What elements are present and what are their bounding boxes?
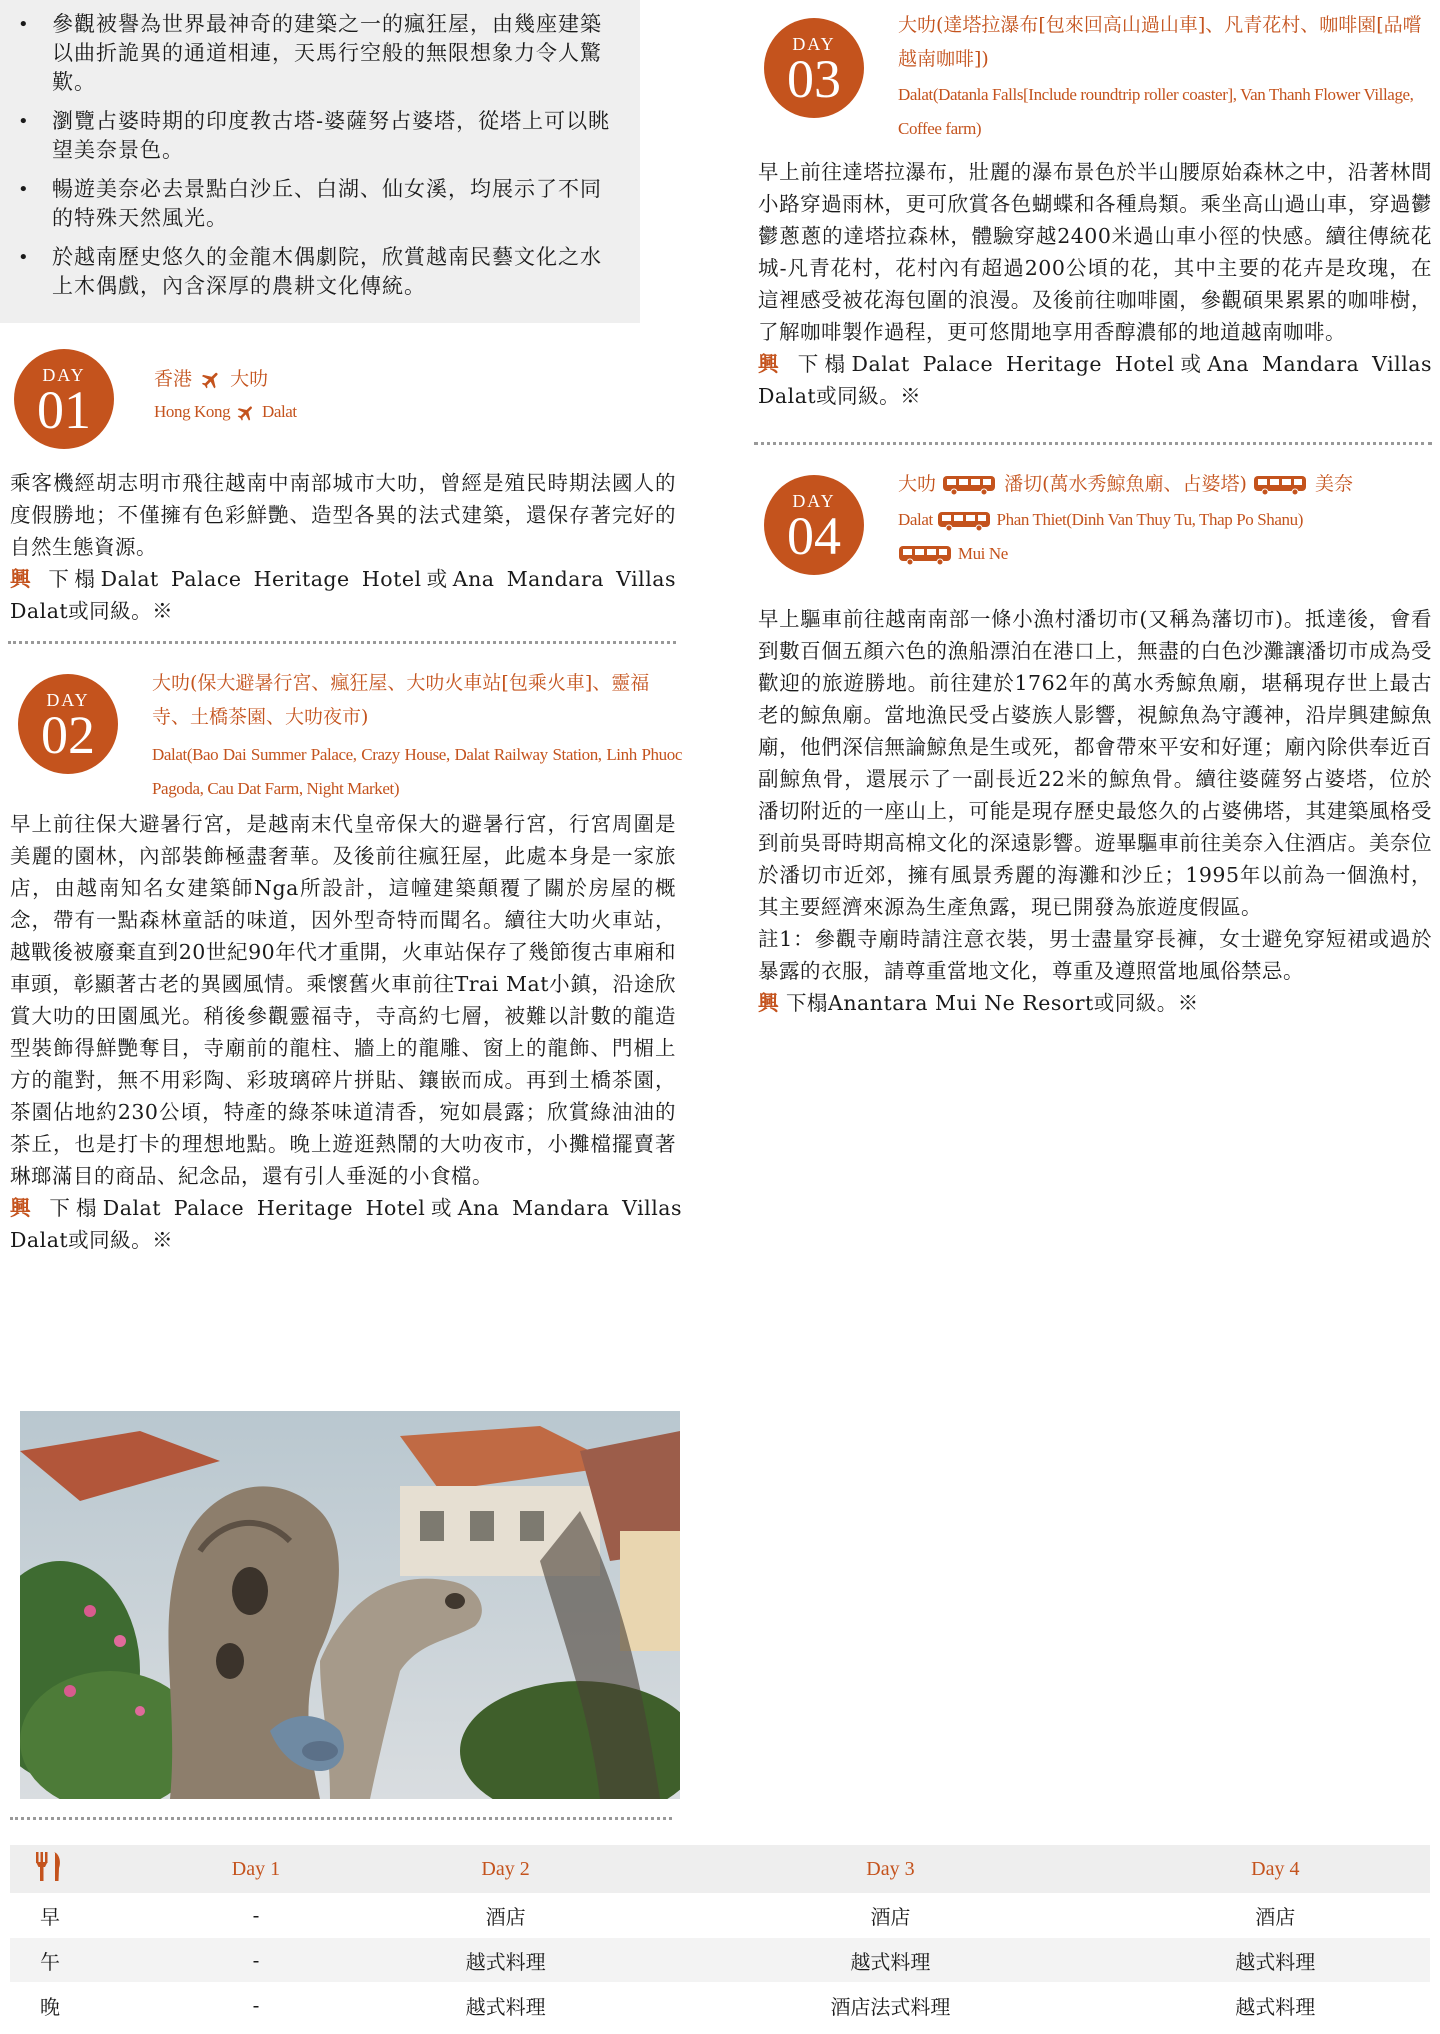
meal-cell: 越式料理 — [660, 1938, 1120, 1983]
meals-row-dinner — [10, 1983, 1430, 2028]
meal-cell: - — [161, 1938, 351, 1983]
bus-icon — [898, 544, 954, 566]
hotel-icon: 興 — [758, 352, 785, 376]
hotel-icon: 興 — [10, 1196, 37, 1220]
route-zh-to: 大叻 — [230, 368, 269, 390]
route-en-to: Dalat — [261, 402, 297, 421]
meal-label: 午 — [10, 1938, 161, 1983]
day-04-description: 早上驅車前往越南南部一條小漁村潘切市(又稱為藩切市)。抵達後，會看到數百個五顏六色的漁船漂泊在港口上，無盡的白色沙灘讓潘切市成為受歡迎的旅遊勝地。前往建於1762年的萬水秀鯨魚廟，堪稱現存世上最古老的鯨魚廟。當地漁民受占婆族人影響，視鯨魚為守護神，沿岸興建鯨魚廟，他們深信無論鯨魚是生或死，都會帶來平安和好運；廟內除供奉近百副鯨魚骨，還展示了一副長近22米的鯨魚骨。續往婆薩努占婆塔，位於潘切附近的一座山上，可能是現存歷史最悠久的占婆佛塔，其建築風格受到前吳哥時期高棉文化的深遠影響。遊畢驅車前往美奈入住酒店。美奈位於潘切市近郊，擁有風景秀麗的海灘和沙丘；1995年以前為一個漁村，其主要經濟來源為生產魚露，現已開發為旅遊度假區。 — [758, 607, 1432, 919]
utensils-icon — [32, 1849, 66, 1883]
meal-label: 早 — [10, 1893, 161, 1938]
hotel-text: 下榻Anantara Mui Ne Resort或同級。※ — [786, 991, 1199, 1015]
crazy-house-illustration — [20, 1411, 680, 1799]
day-badge-label: DAY — [46, 690, 90, 710]
left-column — [0, 0, 690, 1256]
meal-cell: 酒店 — [660, 1893, 1120, 1938]
day-01-hotel — [0, 563, 690, 627]
route-en: Dalat(Bao Dai Summer Palace, Crazy House, Dalat Railway Station, Linh Phuoc Pagoda, Cau Dat Farm, Night Market) — [152, 745, 682, 798]
day-route — [154, 363, 297, 429]
meals-row-lunch — [10, 1938, 1430, 1983]
plane-icon — [234, 403, 258, 423]
meals-header-day3: Day 3 — [660, 1845, 1120, 1893]
day-04-header — [754, 467, 1440, 597]
route-zh: 大叻(達塔拉瀑布[包來回高山過山車]、凡青花村、咖啡園[品嚐越南咖啡]) — [898, 14, 1422, 70]
day-badge — [764, 475, 864, 575]
day-02-header — [0, 666, 690, 808]
meals-header-row — [10, 1845, 1430, 1893]
meal-label: 晚 — [10, 1983, 161, 2028]
day-route — [898, 8, 1428, 146]
day-03-header — [754, 0, 1440, 152]
highlight-item: • 暢遊美奈必去景點白沙丘、白湖、仙女溪，均展示了不同的特殊天然風光。 — [52, 175, 620, 233]
meals-table — [10, 1845, 1430, 2028]
day-badge-label: DAY — [792, 34, 836, 54]
route-en-from: Hong Kong — [154, 402, 231, 421]
meal-cell: 酒店法式料理 — [660, 1983, 1120, 2028]
crazy-house-photo — [20, 1411, 680, 1799]
route-zh — [898, 467, 1438, 501]
divider — [10, 1817, 672, 1820]
route-en: Dalat(Datanla Falls[Include roundtrip roller coaster], Van Thanh Flower Village, Coffee farm) — [898, 85, 1414, 138]
day-02-hotel — [0, 1192, 690, 1256]
day-01-header — [0, 349, 690, 469]
day-badge — [18, 674, 118, 774]
meal-cell: 越式料理 — [351, 1938, 660, 1983]
day-badge-number: 03 — [787, 49, 841, 109]
hotel-icon: 興 — [758, 991, 779, 1015]
day-03-hotel — [754, 348, 1440, 412]
route-en — [898, 503, 1438, 571]
bus-icon — [942, 474, 998, 496]
route-en-via: Phan Thiet(Dinh Van Thuy Tu, Thap Po Shanu) — [996, 510, 1304, 529]
divider — [754, 442, 1432, 445]
day-02-description: 早上前往保大避暑行宮，是越南末代皇帝保大的避暑行宮，行宮周圍是美麗的園林，內部裝飾極盡奢華。及後前往瘋狂屋，此處本身是一家旅店，由越南知名女建築師Nga所設計，這幢建築顛覆了關於房屋的概念，帶有一點森林童話的味道，因外型奇特而聞名。續往大叻火車站，越戰後被廢棄直到20世紀90年代才重開，火車站保存了幾節復古車廂和車頭，彰顯著古老的異國風情。乘懷舊火車前往Trai Mat小鎮，沿途欣賞大叻的田園風光。稍後參觀靈福寺，寺高約七層，被難以計數的龍造型裝飾得鮮艷奪目，寺廟前的龍柱、牆上的龍雕、窗上的龍飾、門楣上方的龍對，無不用彩陶、彩玻璃碎片拼貼、鑲嵌而成。再到土橋茶園，茶園佔地約230公頃，特產的綠茶味道清香，宛如晨露；欣賞綠油油的茶丘，也是打卡的理想地點。晚上遊逛熱鬧的大叻夜市，小攤檔擺賣著琳瑯滿目的商品、紀念品，還有引人垂涎的小食檔。 — [10, 812, 676, 1188]
meal-cell: 酒店 — [351, 1893, 660, 1938]
highlights-panel — [0, 0, 640, 323]
highlight-item: • 參觀被譽為世界最神奇的建築之一的瘋狂屋，由幾座建築以曲折詭異的通道相連，天馬行空般的無限想象力令人驚歎。 — [52, 10, 620, 97]
highlights-list — [12, 10, 620, 301]
meal-cell: 越式料理 — [1121, 1983, 1430, 2028]
day-badge-number: 01 — [37, 380, 91, 440]
route-zh: 大叻(保大避暑行宮、瘋狂屋、大叻火車站[包乘火車]、靈福寺、土橋茶園、大叻夜市) — [152, 672, 650, 728]
route-zh-from: 大叻 — [898, 473, 937, 495]
day-badge-label: DAY — [42, 365, 86, 385]
day-route — [152, 666, 682, 806]
hotel-icon: 興 — [10, 567, 37, 591]
highlight-item: • 瀏覽占婆時期的印度教古塔-婆薩努占婆塔，從塔上可以眺望美奈景色。 — [52, 107, 620, 165]
day-badge-number: 02 — [41, 705, 95, 765]
meal-cell: 酒店 — [1121, 1893, 1430, 1938]
bus-icon — [937, 510, 993, 532]
day-03-description: 早上前往達塔拉瀑布，壯麗的瀑布景色於半山腰原始森林之中，沿著林間小路穿過雨林，更可欣賞各色蝴蝶和各種鳥類。乘坐高山過山車，穿過鬱鬱蔥蔥的達塔拉森林，體驗穿越2400米過山車小徑的快感。續往傳統花城-凡青花村，花村內有超過200公頃的花，其中主要的花卉是玫瑰，在這裡感受被花海包圍的浪漫。及後前往咖啡園，參觀碩果累累的咖啡樹，了解咖啡製作過程，更可悠閒地享用香醇濃郁的地道越南咖啡。 — [758, 160, 1432, 344]
day-01-description: 乘客機經胡志明市飛往越南中南部城市大叻，曾經是殖民時期法國人的度假勝地；不僅擁有色彩鮮艷、造型各異的法式建築，還保存著完好的自然生態資源。 — [10, 471, 676, 559]
day-04-note: 註1：參觀寺廟時請注意衣裝，男士盡量穿長褲，女士避免穿短裙或過於暴露的衣服，請尊重當地文化，尊重及遵照當地風俗禁忌。 — [758, 927, 1432, 983]
meal-cell: - — [161, 1983, 351, 2028]
divider — [8, 641, 676, 644]
day-badge-label: DAY — [792, 491, 836, 511]
route-zh-via: 潘切(萬水秀鯨魚廟、占婆塔) — [1004, 473, 1247, 495]
meals-header-day2: Day 2 — [351, 1845, 660, 1893]
day-badge — [14, 349, 114, 449]
route-en-from: Dalat — [898, 510, 933, 529]
route-zh-from: 香港 — [154, 368, 193, 390]
route-zh — [154, 363, 297, 395]
bus-icon — [1253, 474, 1309, 496]
meal-cell: - — [161, 1893, 351, 1938]
hotel-text: 下榻Dalat Palace Heritage Hotel或Ana Mandara Villas Dalat或同級。※ — [758, 352, 1432, 408]
meal-cell: 越式料理 — [351, 1983, 660, 2028]
right-column — [754, 0, 1440, 1019]
route-en-to: Mui Ne — [957, 544, 1008, 563]
route-en — [154, 395, 297, 429]
meal-cell: 越式料理 — [1121, 1938, 1430, 1983]
route-zh-to: 美奈 — [1315, 473, 1354, 495]
hotel-text: 下榻Dalat Palace Heritage Hotel或Ana Mandara Villas Dalat或同級。※ — [10, 1196, 682, 1252]
highlight-item: • 於越南歷史悠久的金龍木偶劇院，欣賞越南民藝文化之水上木偶戲，內含深厚的農耕文化傳統。 — [52, 243, 620, 301]
meals-header-day4: Day 4 — [1121, 1845, 1430, 1893]
plane-icon — [198, 369, 224, 391]
day-badge-number: 04 — [787, 506, 841, 566]
day-badge — [764, 18, 864, 118]
meals-icon-cell — [10, 1845, 161, 1893]
day-04-hotel — [754, 987, 1440, 1019]
meals-header-day1: Day 1 — [161, 1845, 351, 1893]
day-route — [898, 467, 1438, 571]
hotel-text: 下榻Dalat Palace Heritage Hotel或Ana Mandara Villas Dalat或同級。※ — [10, 567, 676, 623]
meals-row-breakfast — [10, 1893, 1430, 1938]
